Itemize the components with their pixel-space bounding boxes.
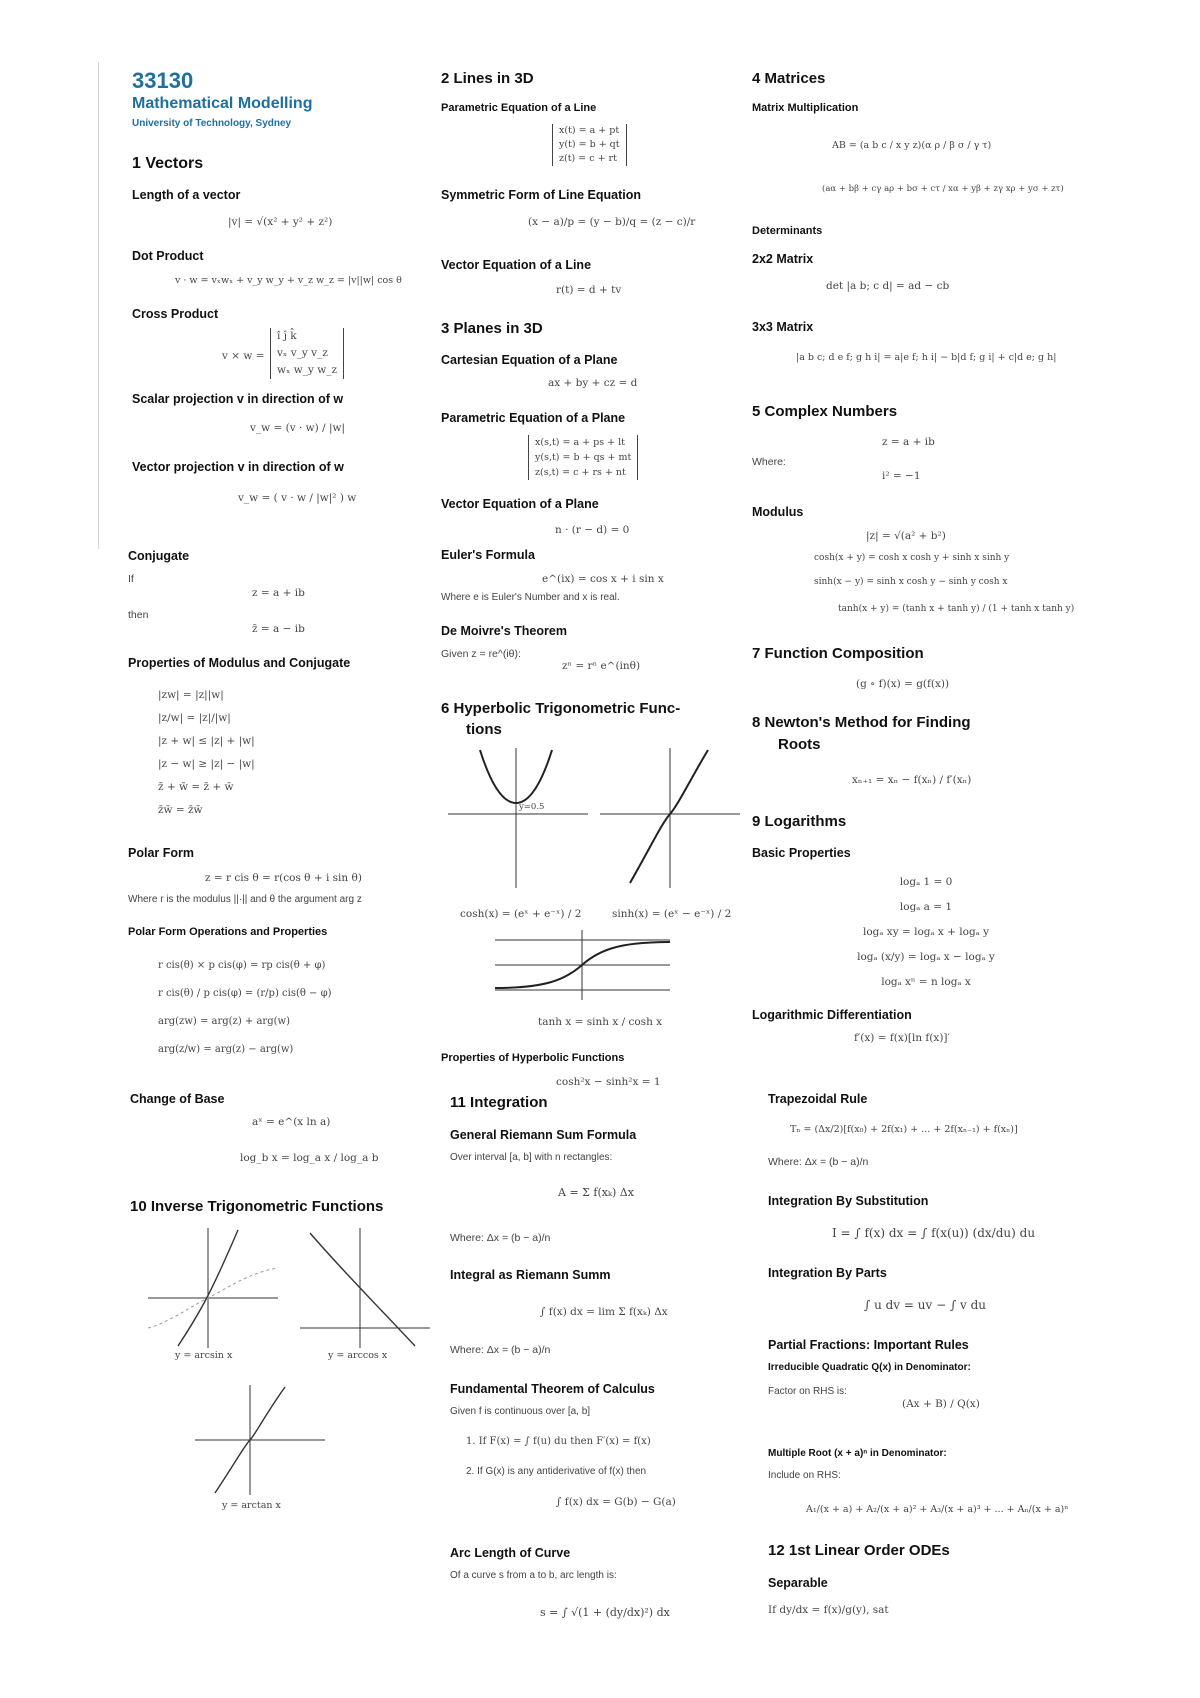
- polar-note: Where r is the modulus ||·|| and θ the argument arg z: [128, 894, 362, 905]
- list-item: |zw| = |z||w|: [158, 689, 224, 701]
- length-formula: |v| = √(x² + y² + z²): [228, 216, 333, 228]
- ftc-statement-1: 1. If F(x) = ∫ f(u) du then F′(x) = f(x): [466, 1436, 651, 1447]
- determinants-heading: Determinants: [752, 225, 823, 237]
- cross-row: wₓ w_y w_z: [277, 364, 338, 376]
- det2-formula: det |a b; c d| = ad − cb: [826, 280, 950, 292]
- dot-heading: Dot Product: [132, 249, 204, 263]
- lines-param-heading: Parametric Equation of a Line: [441, 102, 597, 114]
- system-row: x(s,t) = a + ps + lt: [535, 437, 625, 448]
- system-row: y(t) = b + qt: [559, 139, 620, 150]
- complex-where: Where:: [752, 456, 786, 468]
- section-lines-title: 2 Lines in 3D: [441, 70, 534, 87]
- list-item: |z − w| ≥ |z| − |w|: [158, 758, 255, 770]
- sinh-curve: [630, 750, 708, 883]
- polar-formula: z = r cis θ = r(cos θ + i sin θ): [205, 872, 362, 884]
- riemann-formula: A = Σ f(xₖ) Δx: [558, 1186, 634, 1199]
- planes-param-system: [528, 435, 638, 480]
- arc-length-note: Of a curve s from a to b, arc length is:: [450, 1570, 617, 1581]
- list-item: r cis(θ) / p cis(φ) = (r/p) cis(θ − φ): [158, 988, 332, 999]
- arccos-graph: [300, 1228, 430, 1348]
- section-integration-title: 11 Integration: [450, 1094, 548, 1111]
- change-base-line1: aˣ = e^(x ln a): [252, 1116, 331, 1128]
- planes-vec-formula: n · (r − d) = 0: [555, 524, 630, 536]
- section-vectors-title: 1 Vectors: [132, 155, 204, 172]
- planes-cart-formula: ax + by + cz = d: [548, 377, 638, 389]
- list-item: arg(z/w) = arg(z) − arg(w): [158, 1044, 294, 1055]
- log-basic-list: [856, 870, 996, 995]
- section-matrices-title: 4 Matrices: [752, 70, 826, 87]
- log-diff-heading: Logarithmic Differentiation: [752, 1008, 912, 1022]
- lines-vec-heading: Vector Equation of a Line: [441, 258, 592, 272]
- section-odes-title: 12 1st Linear Order ODEs: [768, 1542, 950, 1559]
- modulus-formula: |z| = √(a² + b²): [866, 530, 946, 542]
- log-basic-heading: Basic Properties: [752, 846, 851, 860]
- det3-heading: 3x3 Matrix: [752, 320, 814, 334]
- cross-heading: Cross Product: [132, 307, 219, 321]
- matrix-mult-heading: Matrix Multiplication: [752, 102, 859, 114]
- scalar-projection-heading: Scalar projection v in direction of w: [132, 392, 344, 406]
- conjugate-heading: Conjugate: [128, 549, 190, 563]
- dot-formula: v · w = vₓwₓ + v_y w_y + v_z w_z = |v||w| cos θ: [175, 275, 402, 286]
- modulus-props-list: [158, 684, 255, 822]
- riemann-heading: General Riemann Sum Formula: [450, 1128, 637, 1142]
- section-planes-title: 3 Planes in 3D: [441, 320, 543, 337]
- hyperbolic-props-formula: cosh²x − sinh²x = 1: [556, 1076, 661, 1088]
- vector-projection-heading: Vector projection v in direction of w: [132, 460, 344, 474]
- parts-formula: ∫ u dv = uv − ∫ v du: [864, 1298, 987, 1312]
- list-item: z̄ + w̄ = z̄ + w̄: [158, 781, 234, 793]
- tanh-graph: [495, 930, 670, 1000]
- parts-heading: Integration By Parts: [768, 1266, 887, 1280]
- cosh-y-label: y=0.5: [519, 802, 545, 812]
- cross-lhs: v × w =: [222, 350, 265, 362]
- tanh-formula: tanh x = sinh x / cosh x: [538, 1016, 663, 1028]
- arcsin-label: y = arcsin x: [175, 1350, 233, 1361]
- polar-ops-list: [158, 952, 332, 1064]
- list-item: |z/w| = |z|/|w|: [158, 712, 231, 724]
- separable-heading: Separable: [768, 1576, 828, 1590]
- integral-riemann-heading: Integral as Riemann Summ: [450, 1268, 611, 1282]
- integral-riemann-where: Where: Δx = (b − a)/n: [450, 1344, 551, 1356]
- complex-i-formula: i² = −1: [882, 470, 921, 482]
- demoivre-formula: zⁿ = rⁿ e^(inθ): [562, 660, 641, 672]
- university-name: University of Technology, Sydney: [132, 118, 292, 129]
- arctan-label: y = arctan x: [222, 1500, 281, 1511]
- left-margin-rule: [98, 62, 99, 549]
- arccos-label: y = arccos x: [328, 1350, 388, 1361]
- scalar-projection-formula: v_w = (v · w) / |w|: [250, 422, 346, 434]
- ftc-statement-2: 2. If G(x) is any antiderivative of f(x) then: [466, 1466, 647, 1477]
- conjugate-then-label: then: [128, 609, 149, 621]
- section-hyperbolic-title-line2: tions: [466, 721, 502, 738]
- trapezoidal-formula: Tₙ = (Δx/2)[f(x₀) + 2f(x₁) + ... + 2f(xₙ₋₁) + f(xₙ)]: [790, 1124, 1018, 1135]
- system-row: x(t) = a + pt: [559, 125, 620, 136]
- euler-note: Where e is Euler's Number and x is real.: [441, 592, 620, 603]
- sinh-diff-identity: sinh(x − y) = sinh x cosh y − sinh y cosh x: [814, 577, 1008, 587]
- modulus-heading: Modulus: [752, 505, 804, 519]
- composition-formula: (g ∘ f)(x) = g(f(x)): [856, 678, 950, 690]
- polar-heading: Polar Form: [128, 846, 194, 860]
- sinh-graph: [600, 748, 740, 888]
- section-newton-title-line1: 8 Newton's Method for Finding: [752, 714, 971, 731]
- riemann-where: Where: Δx = (b − a)/n: [450, 1232, 551, 1244]
- euler-formula: e^(ix) = cos x + i sin x: [542, 573, 664, 585]
- list-item: arg(zw) = arg(z) + arg(w): [158, 1016, 290, 1027]
- modulus-props-heading: Properties of Modulus and Conjugate: [128, 656, 351, 670]
- cosh-sum-identity: cosh(x + y) = cosh x cosh y + sinh x sinh y: [814, 553, 1010, 563]
- arc-length-heading: Arc Length of Curve: [450, 1546, 571, 1560]
- sinh-formula: sinh(x) = (eˣ − e⁻ˣ) / 2: [612, 908, 732, 920]
- list-item: logₐ 1 = 0: [899, 876, 953, 888]
- system-row: z(s,t) = c + rs + nt: [535, 467, 626, 478]
- demoivre-heading: De Moivre's Theorem: [441, 624, 567, 638]
- course-name: Mathematical Modelling: [132, 95, 313, 112]
- hyperbolic-props-heading: Properties of Hyperbolic Functions: [441, 1052, 625, 1064]
- cross-row: î ĵ k̂: [277, 330, 297, 342]
- lines-sym-heading: Symmetric Form of Line Equation: [441, 188, 642, 202]
- arc-length-formula: s = ∫ √(1 + (dy/dx)²) dx: [540, 1606, 670, 1619]
- multiple-root-heading: Multiple Root (x + a)ⁿ in Denominator:: [768, 1448, 947, 1459]
- section-newton-title-line2: Roots: [778, 736, 821, 753]
- polar-ops-heading: Polar Form Operations and Properties: [128, 926, 328, 938]
- riemann-note: Over interval [a, b] with n rectangles:: [450, 1152, 613, 1163]
- factor-formula: (Ax + B) / Q(x): [902, 1398, 980, 1410]
- length-heading: Length of a vector: [132, 188, 241, 202]
- lines-param-system: [552, 124, 627, 166]
- demoivre-given: Given z = re^(iθ):: [441, 648, 521, 660]
- section-logarithms-title: 9 Logarithms: [752, 813, 847, 830]
- section-inverse-trig-title: 10 Inverse Trigonometric Functions: [130, 1198, 384, 1215]
- arcsin-graph: [148, 1228, 278, 1348]
- arctan-graph: [195, 1385, 325, 1495]
- section-hyperbolic-title-line1: 6 Hyperbolic Trigonometric Func-: [441, 700, 681, 717]
- det3-formula: |a b c; d e f; g h i| = a|e f; h i| − b|d f; g i| + c|d e; g h|: [796, 352, 1057, 363]
- cosh-graph: [448, 748, 588, 888]
- planes-param-heading: Parametric Equation of a Plane: [441, 411, 626, 425]
- irreducible-heading: Irreducible Quadratic Q(x) in Denominator:: [768, 1362, 971, 1373]
- conjugate-if-formula: z = a + ib: [252, 587, 305, 599]
- lines-vec-formula: r(t) = d + tv: [556, 284, 622, 296]
- list-item: logₐ (x/y) = logₐ x − logₐ y: [857, 951, 995, 963]
- cross-row: vₓ v_y v_z: [277, 347, 328, 359]
- cosh-formula: cosh(x) = (eˣ + e⁻ˣ) / 2: [460, 908, 582, 920]
- conjugate-then-formula: z̄ = a − ib: [252, 623, 305, 635]
- euler-heading: Euler's Formula: [441, 548, 535, 562]
- arccos-curve: [310, 1233, 415, 1346]
- include-formula: A₁/(x + a) + A₂/(x + a)² + A₃/(x + a)³ + ... + Aₙ/(x + a)ⁿ: [806, 1504, 1069, 1515]
- system-row: z(t) = c + rt: [559, 153, 617, 164]
- cross-determinant: [270, 328, 344, 379]
- list-item: logₐ xy = logₐ x + logₐ y: [862, 926, 990, 938]
- system-row: y(s,t) = b + qs + mt: [535, 452, 632, 463]
- matrix-mult-formula: AB = (a b c / x y z)(α ρ / β σ / γ τ): [832, 140, 992, 151]
- factor-label: Factor on RHS is:: [768, 1386, 847, 1397]
- ftc-statement-3: ∫ f(x) dx = G(b) − G(a): [556, 1496, 676, 1508]
- lines-sym-formula: (x − a)/p = (y − b)/q = (z − c)/r: [528, 216, 696, 228]
- course-code: 33130: [132, 68, 194, 93]
- ftc-given: Given f is continuous over [a, b]: [450, 1406, 591, 1417]
- section-composition-title: 7 Function Composition: [752, 645, 924, 662]
- list-item: logₐ xⁿ = n logₐ x: [881, 976, 971, 988]
- section-complex-title: 5 Complex Numbers: [752, 403, 898, 420]
- substitution-formula: I = ∫ f(x) dx = ∫ f(x(u)) (dx/du) du: [832, 1226, 1036, 1240]
- matrix-mult-result: (aα + bβ + cγ aρ + bσ + cτ / xα + yβ + zγ xρ + yσ + zτ): [822, 184, 1064, 194]
- complex-formula: z = a + ib: [882, 436, 935, 448]
- planes-vec-heading: Vector Equation of a Plane: [441, 497, 599, 511]
- vector-projection-formula: v_w = ( v · w / |w|² ) w: [238, 492, 357, 504]
- list-item: z̄w̄ = z̄w̄: [158, 804, 203, 816]
- change-base-line2: log_b x = log_a x / log_a b: [240, 1152, 379, 1164]
- list-item: |z + w| ≤ |z| + |w|: [158, 735, 255, 747]
- tanh-sum-identity: tanh(x + y) = (tanh x + tanh y) / (1 + tanh x tanh y): [838, 604, 1075, 614]
- partial-fractions-heading: Partial Fractions: Important Rules: [768, 1338, 969, 1352]
- trapezoidal-heading: Trapezoidal Rule: [768, 1092, 868, 1106]
- list-item: logₐ a = 1: [899, 901, 953, 913]
- list-item: r cis(θ) × p cis(φ) = rp cis(θ + φ): [158, 960, 326, 971]
- include-label: Include on RHS:: [768, 1470, 841, 1481]
- newton-formula: xₙ₊₁ = xₙ − f(xₙ) / f′(xₙ): [852, 774, 972, 786]
- trapezoidal-where: Where: Δx = (b − a)/n: [768, 1156, 869, 1168]
- det2-heading: 2x2 Matrix: [752, 252, 814, 266]
- integral-riemann-formula: ∫ f(x) dx = lim Σ f(xₖ) Δx: [540, 1306, 668, 1318]
- planes-cart-heading: Cartesian Equation of a Plane: [441, 353, 618, 367]
- substitution-heading: Integration By Substitution: [768, 1194, 929, 1208]
- change-base-heading: Change of Base: [130, 1092, 225, 1106]
- ftc-heading: Fundamental Theorem of Calculus: [450, 1382, 655, 1396]
- separable-formula: If dy/dx = f(x)/g(y), sat: [768, 1604, 889, 1616]
- log-diff-formula: f′(x) = f(x)[ln f(x)]′: [854, 1032, 950, 1044]
- conjugate-if-label: If: [128, 573, 134, 585]
